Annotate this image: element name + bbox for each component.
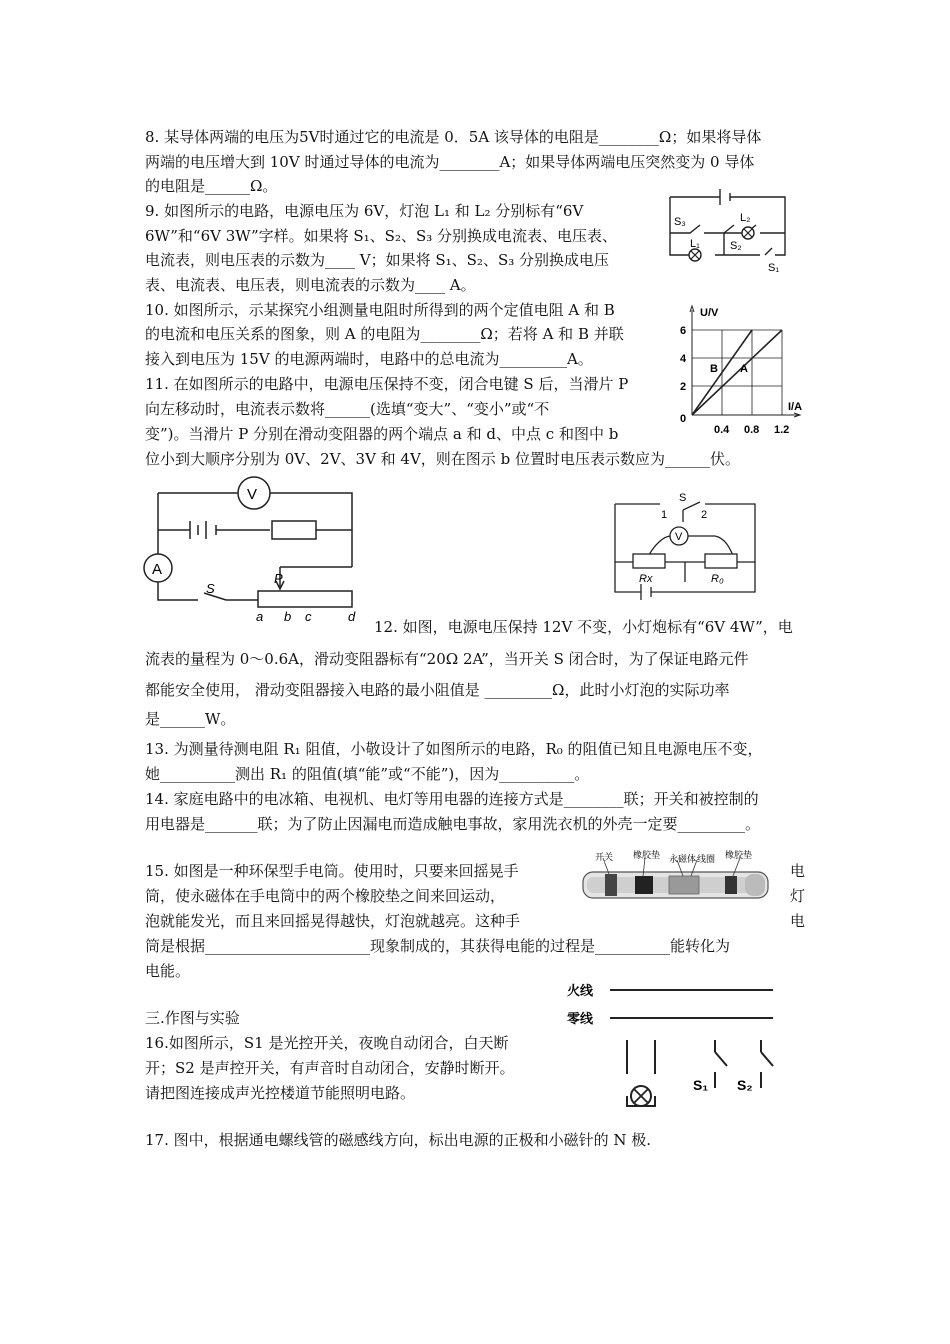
q16-line-3: 请把图连接成声光控楼道节能照明电路。 xyxy=(145,1084,416,1102)
q11-line-1: 11. 在如图所示的电路中，电源电压保持不变，闭合电键 S 后，当滑片 P xyxy=(145,375,629,393)
q15-side-3: 电 xyxy=(790,912,806,930)
fig9-l1-label: L₁ xyxy=(690,238,700,250)
q11-circuit-figure xyxy=(140,475,370,625)
fig13-switch-label: S xyxy=(679,492,687,504)
q15-line-5: 电能。 xyxy=(145,962,191,980)
q15-flashlight-figure xyxy=(575,848,780,910)
fig10-xlabel: I/A xyxy=(788,401,803,413)
fig16-s2-label: S₂ xyxy=(737,1077,753,1093)
fig10-ylabel: U/V xyxy=(700,307,719,319)
fig9-s2-label: S₂ xyxy=(730,240,742,252)
fig10-ytick-6: 6 xyxy=(680,325,687,337)
fig10-xtick-0.4: 0.4 xyxy=(714,424,730,436)
fig11-point-d: d xyxy=(348,609,356,624)
q15-line-3: 泡就能发光，而且来回摇晃得越快，灯泡就越亮。这种手 xyxy=(145,912,521,930)
q9-line-4: 表、电流表、电压表，则电流表的示数为____ A。 xyxy=(145,276,476,294)
q15-line-4: 筒是根据______________________现象制成的，其获得电能的过程是__________能转化为 xyxy=(145,937,731,955)
fig13-contact-2: 2 xyxy=(701,509,708,521)
fig16-fire-wire-label: 火线 xyxy=(567,983,594,998)
q17-line-1: 17. 图中，根据通电螺线管的磁感线方向，标出电源的正极和小磁针的 N 极. xyxy=(145,1131,652,1149)
fig11-switch-label: S xyxy=(206,581,215,596)
q9-circuit-figure xyxy=(660,185,800,277)
q12-line-1: 12. 如图，电源电压保持 12V 不变，小灯炮标有“6V 4W”，电 xyxy=(374,618,793,636)
fig15-label-magnet: 永磁体 xyxy=(669,854,697,864)
q16-line-1: 16.如图所示，S1 是光控开关，夜晚自动闭合，白天断 xyxy=(145,1034,509,1052)
q12-line-3: 都能安全使用， 滑动变阻器接入电路的最小阻值是 _________Ω，此时小灯泡的实际功率 xyxy=(145,681,730,699)
q8-line-3: 的电阻是______Ω。 xyxy=(145,177,278,195)
fig11-ammeter-label: A xyxy=(152,561,163,578)
fig16-neutral-wire-label: 零线 xyxy=(567,1011,594,1026)
fig10-xtick-0.8: 0.8 xyxy=(744,424,760,436)
fig10-line-a-label: A xyxy=(740,363,748,375)
q15-side-2: 灯 xyxy=(790,887,806,905)
fig10-ytick-0: 0 xyxy=(680,413,687,425)
fig15-label-pad-2: 橡胶垫 xyxy=(725,850,753,860)
q10-line-1: 10. 如图所示，示某探究小组测量电阻时所得到的两个定值电阻 A 和 B xyxy=(145,301,615,319)
q11-line-4: 位小到大顺序分别为 0V、2V、3V 和 4V，则在图示 b 位置时电压表示数应为______伏。 xyxy=(145,450,740,468)
fig11-voltmeter-label: V xyxy=(247,486,258,503)
q8-line-1: 8. 某导体两端的电压为5V时通过它的电流是 0．5A 该导体的电阻是________Ω；如果将导体 xyxy=(145,128,762,146)
q9-line-2: 6W”和“6V 3W”字样。如果将 S₁、S₂、S₃ 分别换成电流表、电压表、 xyxy=(145,227,618,245)
fig9-s3-label: S₃ xyxy=(674,216,686,228)
fig16-s1-label: S₁ xyxy=(693,1077,709,1093)
q15-line-2: 筒，使永磁体在手电筒中的两个橡胶垫之间来回运动， xyxy=(145,887,506,905)
fig9-l2-label: L₂ xyxy=(740,212,751,224)
fig10-xtick-1.2: 1.2 xyxy=(774,424,790,436)
q11-line-3: 变”)。当滑片 P 分别在滑动变阻器的两个端点 a 和 d、中点 c 和图中 b xyxy=(145,425,619,443)
q10-line-2: 的电流和电压关系的图象，则 A 的电阻为________Ω；若将 A 和 B 并联 xyxy=(145,325,624,343)
fig15-label-pad-1: 橡胶垫 xyxy=(633,850,661,860)
q13-circuit-figure xyxy=(605,492,765,610)
q12-line-2: 流表的量程为 0～0.6A，滑动变阻器标有“20Ω 2A”，当开关 S 闭合时，为了保证电路元件 xyxy=(145,650,749,668)
fig13-rx-label: Rx xyxy=(639,573,653,585)
fig11-point-b: b xyxy=(284,609,292,624)
fig15-label-switch: 开关 xyxy=(595,852,614,862)
fig13-contact-1: 1 xyxy=(661,509,668,521)
q13-line-2: 她__________测出 R₁ 的阻值(填“能”或“不能”)，因为__________。 xyxy=(145,765,590,783)
q9-line-1: 9. 如图所示的电路，电源电压为 6V，灯泡 L₁ 和 L₂ 分别标有“6V xyxy=(145,202,584,220)
fig10-ytick-2: 2 xyxy=(680,381,687,393)
q13-line-1: 13. 为测量待测电阻 R₁ 阻值，小敬设计了如图所示的电路，R₀ 的阻值已知且电源电压不变， xyxy=(145,740,763,758)
q14-line-2: 用电器是_______联；为了防止因漏电而造成触电事故，家用洗衣机的外壳一定要_________。 xyxy=(145,815,761,833)
q14-line-1: 14. 家庭电路中的电冰箱、电视机、电灯等用电器的连接方式是________联；开关和被控制的 xyxy=(145,790,759,808)
q10-line-3: 接入到电压为 15V 的电源两端时，电路中的总电流为_________A。 xyxy=(145,350,593,368)
q8-line-2: 两端的电压增大到 10V 时通过导体的电流为________A；如果导体两端电压突然变为 0 导体 xyxy=(145,153,755,171)
q10-iu-graph xyxy=(670,300,815,440)
fig11-point-c: c xyxy=(305,609,312,624)
q9-line-3: 电流表，则电压表的示数为____ V；如果将 S₁、S₂、S₃ 分别换成电压 xyxy=(145,251,610,269)
q11-line-2: 向左移动时，电流表示数将______(选填“变大”、“变小”或“不 xyxy=(145,400,550,418)
fig11-slider-label: P xyxy=(274,571,283,586)
section-3-heading: 三.作图与实验 xyxy=(145,1009,240,1027)
fig9-s1-label: S₁ xyxy=(768,262,780,274)
q16-wiring-figure xyxy=(565,978,780,1118)
q12-line-4: 是______W。 xyxy=(145,710,236,728)
q15-line-1: 15. 如图是一种环保型手电筒。使用时，只要来回摇晃手 xyxy=(145,862,519,880)
q15-side-1: 电 xyxy=(790,862,806,880)
fig10-line-b-label: B xyxy=(710,363,718,375)
fig11-point-a: a xyxy=(256,609,264,624)
fig13-voltmeter-label: V xyxy=(675,531,683,543)
fig13-r0-label: R₀ xyxy=(711,573,724,585)
fig15-label-coil: 线圈 xyxy=(697,854,716,864)
fig10-ytick-4: 4 xyxy=(680,353,687,365)
q16-line-2: 开；S2 是声控开关，有声音时自动闭合，安静时断开。 xyxy=(145,1059,515,1077)
